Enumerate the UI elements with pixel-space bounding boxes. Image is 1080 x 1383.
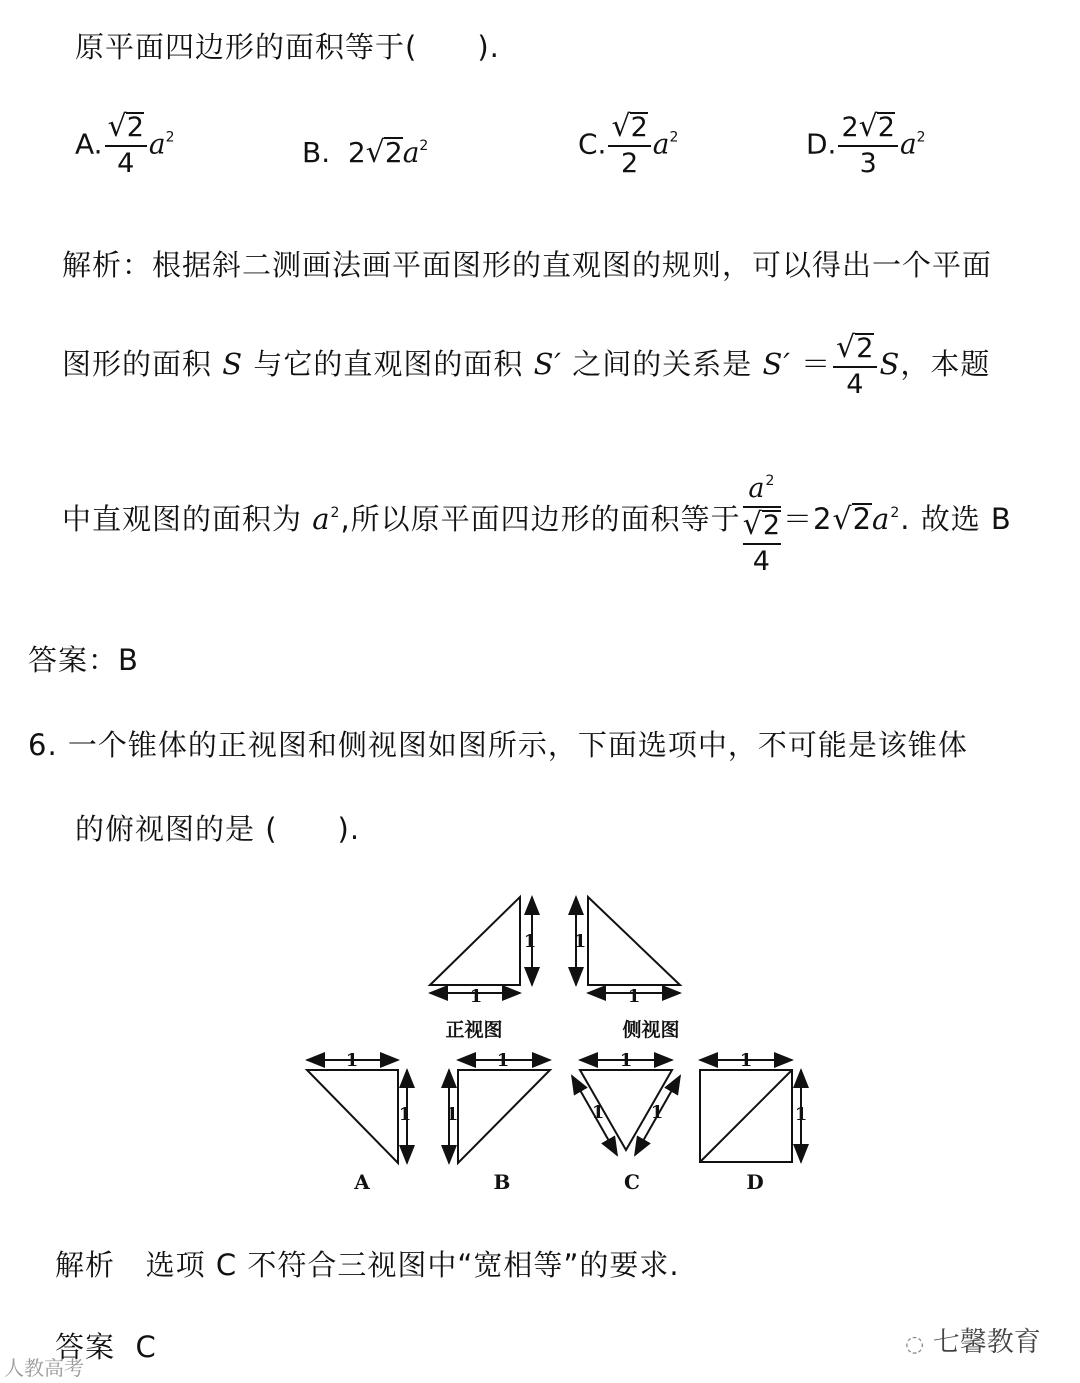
analysis-5-line1: 解析：根据斜二测画法画平面图形的直观图的规则，可以得出一个平面 [62, 248, 993, 282]
question-6-line2: 的俯视图的是 ( ). [75, 812, 361, 846]
question-5-stem: 原平面四边形的面积等于( ). [75, 30, 500, 64]
dim-label: 1 [619, 1050, 633, 1071]
dim-label: 1 [627, 986, 641, 1007]
figure-option-a-label: A [354, 1170, 370, 1194]
wechat-icon: ◌ [905, 1332, 925, 1357]
side-view-triangle [588, 897, 680, 985]
front-view-triangle [430, 897, 520, 985]
analysis-6: 解析 选项 C 不符合三视图中“宽相等”的要求. [55, 1248, 680, 1282]
answer-6: 答案 C [55, 1330, 157, 1364]
dim-label: 1 [496, 1050, 510, 1071]
watermark-left: 人教高考 [4, 1356, 84, 1380]
analysis-5-line2: 图形的面积 S 与它的直观图的面积 S′ 之间的关系是 S′ ＝ $\frac{√2}{4}$ S，本题 [62, 329, 991, 400]
dim-label: 1 [469, 986, 483, 1007]
option-b: B. $2√2a^2$ [302, 135, 429, 170]
figure-option-c-label: C [624, 1170, 640, 1194]
dim-label: 1 [523, 931, 537, 952]
dim-label: 1 [794, 1104, 808, 1125]
dim-label: 1 [591, 1102, 605, 1123]
option-a-shape [307, 1070, 398, 1163]
answer-5: 答案：B [28, 643, 139, 677]
option-c: C. $\frac{√2}{2}$ $a^2$ [578, 109, 679, 179]
dim-label: 1 [345, 1050, 359, 1071]
option-a: A. $\frac{√2}{4}$ $a^2$ [75, 109, 175, 179]
dim-label: 1 [573, 931, 587, 952]
dim-label: 1 [739, 1050, 753, 1071]
dim-label: 1 [445, 1104, 459, 1125]
option-d: D. $\frac{2√2}{3}$ $a^2$ [806, 109, 926, 179]
side-view-label: 侧视图 [622, 1019, 680, 1041]
figure-option-b-label: B [493, 1170, 511, 1194]
watermark-right: ◌ 七馨教育 [905, 1327, 1041, 1358]
dim-label: 1 [398, 1104, 412, 1125]
dim-label: 1 [650, 1102, 664, 1123]
question-6-line1: 6. 一个锥体的正视图和侧视图如图所示，下面选项中，不可能是该锥体 [28, 728, 968, 762]
figure-option-d-label: D [746, 1170, 764, 1194]
front-view-label: 正视图 [445, 1019, 503, 1041]
option-b-shape [458, 1070, 550, 1163]
analysis-5-line3: 中直观图的面积为 $a^2$,所以原平面四边形的面积等于 $a^2$ √2 4 $=2√2a^2$. 故选 B [62, 463, 1012, 579]
